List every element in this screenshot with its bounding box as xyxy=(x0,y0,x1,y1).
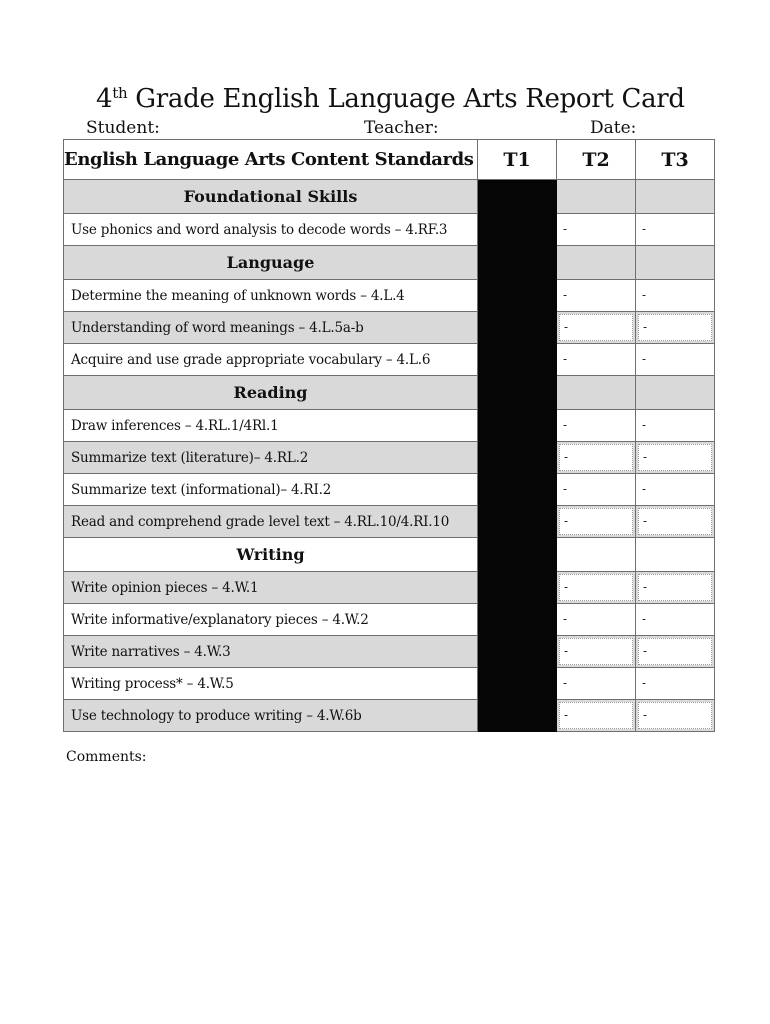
section-t3-cell xyxy=(636,538,715,572)
t2-grade-field[interactable]: - xyxy=(557,410,636,442)
table-header-row xyxy=(64,140,715,180)
t1-blocked-cell xyxy=(478,410,557,442)
table-row xyxy=(64,668,715,700)
standard-label: Summarize text (literature)– 4.RL.2 xyxy=(64,442,478,474)
section-title: Language xyxy=(64,246,478,280)
t1-blocked-cell xyxy=(478,506,557,538)
standard-label: Use technology to produce writing – 4.W.6b xyxy=(64,700,478,732)
report-title xyxy=(96,84,685,114)
table-row xyxy=(64,312,715,344)
date-label: Date: xyxy=(590,118,637,138)
section-t3-cell xyxy=(636,376,715,410)
table-row xyxy=(64,214,715,246)
section-row-foundational-skills xyxy=(64,180,715,214)
standard-label: Understanding of word meanings – 4.L.5a-b xyxy=(64,312,478,344)
table-row xyxy=(64,700,715,732)
t2-column-header: T2 xyxy=(557,140,636,180)
standard-label: Summarize text (informational)– 4.RI.2 xyxy=(64,474,478,506)
section-t3-cell xyxy=(636,180,715,214)
t3-grade-field[interactable]: - xyxy=(636,344,715,376)
t1-blocked-cell xyxy=(478,700,557,732)
teacher-label: Teacher: xyxy=(364,118,439,138)
comments-label: Comments: xyxy=(66,749,147,765)
section-row-reading xyxy=(64,376,715,410)
t2-grade-field[interactable]: - xyxy=(557,280,636,312)
t3-grade-field[interactable]: - xyxy=(636,572,715,604)
t2-grade-field[interactable]: - xyxy=(557,636,636,668)
t1-blocked-cell xyxy=(478,474,557,506)
t3-column-header: T3 xyxy=(636,140,715,180)
t3-grade-field[interactable]: - xyxy=(636,636,715,668)
t1-blocked-cell xyxy=(478,344,557,376)
t3-grade-field[interactable]: - xyxy=(636,442,715,474)
t2-grade-field[interactable]: - xyxy=(557,700,636,732)
t2-grade-field[interactable]: - xyxy=(557,506,636,538)
t3-grade-field[interactable]: - xyxy=(636,410,715,442)
t1-blocked-cell xyxy=(478,246,557,280)
t2-grade-field[interactable]: - xyxy=(557,442,636,474)
t1-column-header: T1 xyxy=(478,140,557,180)
section-t2-cell xyxy=(557,538,636,572)
table-row xyxy=(64,636,715,668)
t2-grade-field[interactable]: - xyxy=(557,312,636,344)
t1-blocked-cell xyxy=(478,668,557,700)
t1-blocked-cell xyxy=(478,280,557,312)
standards-table xyxy=(63,139,715,732)
standard-label: Write informative/explanatory pieces – 4.W.2 xyxy=(64,604,478,636)
t1-blocked-cell xyxy=(478,442,557,474)
student-label: Student: xyxy=(86,118,160,138)
table-row xyxy=(64,344,715,376)
t3-grade-field[interactable]: - xyxy=(636,280,715,312)
table-row xyxy=(64,474,715,506)
t2-grade-field[interactable]: - xyxy=(557,474,636,506)
table-row xyxy=(64,410,715,442)
t1-blocked-cell xyxy=(478,572,557,604)
t2-grade-field[interactable]: - xyxy=(557,604,636,636)
t1-blocked-cell xyxy=(478,180,557,214)
t1-blocked-cell xyxy=(478,214,557,246)
standard-label: Use phonics and word analysis to decode words – 4.RF.3 xyxy=(64,214,478,246)
section-title: Reading xyxy=(64,376,478,410)
standard-label: Acquire and use grade appropriate vocabulary – 4.L.6 xyxy=(64,344,478,376)
standard-label: Draw inferences – 4.RL.1/4Rl.1 xyxy=(64,410,478,442)
grade-suffix: th xyxy=(112,84,128,102)
table-row xyxy=(64,572,715,604)
t2-grade-field[interactable]: - xyxy=(557,344,636,376)
grade-number: 4 xyxy=(96,84,113,114)
section-title: Foundational Skills xyxy=(64,180,478,214)
t3-grade-field[interactable]: - xyxy=(636,312,715,344)
t3-grade-field[interactable]: - xyxy=(636,604,715,636)
t2-grade-field[interactable]: - xyxy=(557,214,636,246)
t3-grade-field[interactable]: - xyxy=(636,700,715,732)
standard-label: Writing process* – 4.W.5 xyxy=(64,668,478,700)
section-t2-cell xyxy=(557,180,636,214)
table-row xyxy=(64,506,715,538)
t3-grade-field[interactable]: - xyxy=(636,668,715,700)
t3-grade-field[interactable]: - xyxy=(636,506,715,538)
standard-label: Read and comprehend grade level text – 4.RL.10/4.RI.10 xyxy=(64,506,478,538)
t1-blocked-cell xyxy=(478,604,557,636)
t3-grade-field[interactable]: - xyxy=(636,474,715,506)
standard-label: Write opinion pieces – 4.W.1 xyxy=(64,572,478,604)
t2-grade-field[interactable]: - xyxy=(557,572,636,604)
t1-blocked-cell xyxy=(478,312,557,344)
t1-blocked-cell xyxy=(478,636,557,668)
t1-blocked-cell xyxy=(478,376,557,410)
section-t3-cell xyxy=(636,246,715,280)
table-row xyxy=(64,280,715,312)
section-t2-cell xyxy=(557,246,636,280)
table-row xyxy=(64,604,715,636)
title-text: Grade English Language Arts Report Card xyxy=(127,84,685,114)
t3-grade-field[interactable]: - xyxy=(636,214,715,246)
section-t2-cell xyxy=(557,376,636,410)
t1-blocked-cell xyxy=(478,538,557,572)
standard-label: Write narratives – 4.W.3 xyxy=(64,636,478,668)
section-title: Writing xyxy=(64,538,478,572)
section-row-language xyxy=(64,246,715,280)
table-row xyxy=(64,442,715,474)
t2-grade-field[interactable]: - xyxy=(557,668,636,700)
standards-column-header: English Language Arts Content Standards xyxy=(64,140,478,180)
section-row-writing xyxy=(64,538,715,572)
standard-label: Determine the meaning of unknown words – 4.L.4 xyxy=(64,280,478,312)
